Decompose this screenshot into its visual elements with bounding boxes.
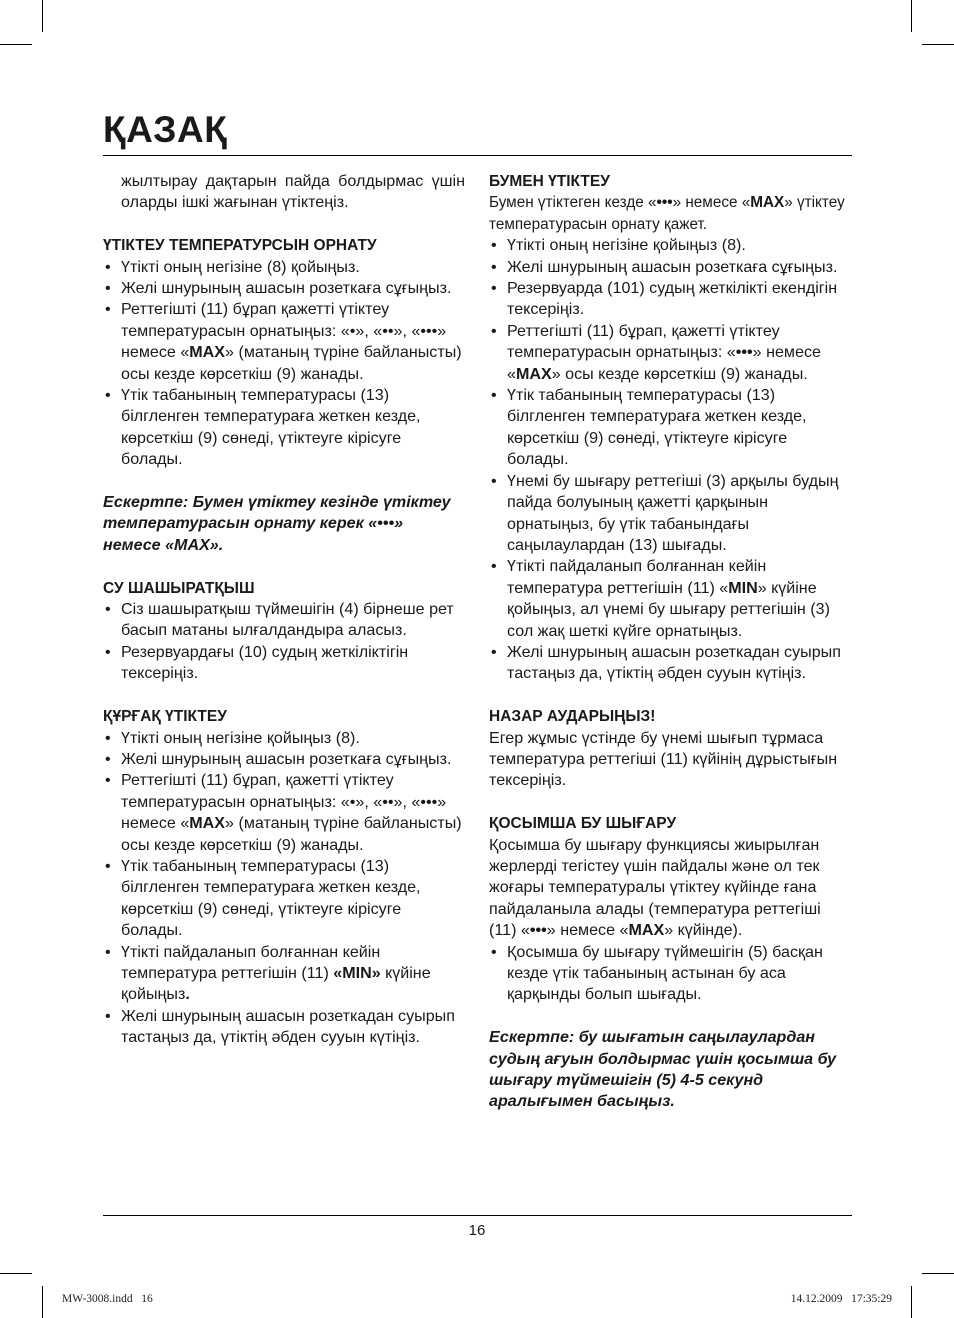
list-item: • Желі шнурының ашасын розеткаға сұғыңыз. — [103, 278, 465, 299]
bullet-list — [489, 235, 852, 685]
list-item: • Желі шнурының ашасын розеткаға сұғыңыз. — [103, 749, 465, 770]
list-item: • Желі шнурының ашасын розеткаға сұғыңыз. — [489, 257, 852, 278]
text: » үтіктеу температурасын орнату қажет. — [489, 194, 845, 233]
top-rule — [103, 155, 852, 156]
text-bold: ••• — [735, 343, 753, 362]
list-item — [489, 321, 852, 385]
text: » күйіне қойыңыз, ал үнемі бу шығару реттегішін (3) сол жақ шеткі күйге орнатыңыз. — [507, 578, 830, 640]
text-bold: MIN — [728, 578, 758, 597]
list-item: • Үтік табанының температурасы (13) білгленген температураға жеткен кезде, көрсеткіш (9) сөнеді, үтіктеуге кірісуге болады. — [103, 385, 465, 471]
text: Реттегішті (11) бұрап қажетті үтіктеу температурасын орнатыңыз: «•», «••», «•••» немесе « — [121, 300, 447, 362]
crop-mark — [911, 1286, 912, 1318]
text: Үтікті пайдаланып болғаннан кейін температура реттегішін (11) — [121, 942, 381, 982]
list-item: • Үтік табанының температурасы (13) білгленген температураға жеткен кезде, көрсеткіш (9) сөнеді, үтіктеуге кірісуге болады. — [103, 856, 465, 942]
text: » немесе « — [672, 194, 751, 212]
bullet-list — [103, 599, 465, 685]
section-heading: БУМЕН ҮТІКТЕУ — [489, 173, 610, 190]
text: » (матаның түріне байланысты) осы кезде көрсеткіш (9) жанады. — [121, 814, 462, 854]
intro-paragraph: жылтырау дақтарын пайда болдырмас үшін оларды ішкі жағынан үтіктеңіз. — [121, 172, 465, 212]
list-item: • Желі шнурының ашасын розеткадан суырып тастаңыз да, үтіктің әбден сууын күтіңіз. — [489, 642, 852, 685]
footer-datetime: 14.12.2009 17:35:29 — [790, 1293, 892, 1305]
note: Ескертпе: бу шығатын саңылаулардан судың ағуын болдырмас үшін қосымша бу шығару түймешігін (5) 4-5 секунд аралығымен басыңыз. — [489, 1028, 837, 1111]
section-heading: ҚҰРҒАҚ ҮТІКТЕУ — [103, 708, 227, 726]
text: » немесе « — [507, 343, 821, 383]
crop-mark — [42, 1286, 43, 1318]
section-heading: СУ ШАШЫРАТҚЫШ — [103, 579, 255, 597]
text-bold: MAX — [628, 921, 665, 940]
crop-mark — [922, 44, 954, 45]
text-bold: ••• — [529, 921, 547, 940]
text-bold: . — [185, 985, 190, 1004]
text-bold: ••• — [656, 194, 673, 212]
text: » осы кезде көрсеткіш (9) жанады. — [551, 364, 808, 383]
right-column — [489, 171, 852, 1113]
list-item: • Үтікті оның негізіне қойыңыз (8). — [103, 728, 465, 749]
note: Ескертпе: Бумен үтіктеу кезінде үтіктеу температурасын орнату керек «•••» немесе «MAX». — [103, 493, 451, 554]
list-item: • Үнемі бу шығару реттегіші (3) арқылы будың пайда болуының қажетті қарқынын орнатыңыз, бу үтік табанындағы саңылаулардан (13) шығады. — [489, 471, 852, 557]
list-item — [103, 299, 465, 385]
text-bold: MAX — [189, 814, 226, 833]
crop-mark — [42, 0, 43, 32]
text: Қосымша бу шығару функциясы жиырылған жерлерді тегістеу үшін пайдалы және ол тек жоғары температуралы үтіктеу күйінде ғана пайдаланыла алады (температура реттегіші (11) « — [489, 835, 821, 940]
text-bold: MAX — [189, 343, 226, 362]
text-bold: «MIN» — [333, 963, 381, 982]
list-item: • Сіз шашыратқыш түймешігін (4) бірнеше рет басып матаны ылғалдандыра аласыз. — [103, 599, 465, 642]
page-number: 16 — [468, 1222, 486, 1239]
text-bold: MAX — [750, 194, 785, 212]
paragraph: Егер жұмыс үстінде бу үнемі шығып тұрмаса температура реттегіші (11) күйінің дұрыстығын тексеріңіз. — [489, 728, 838, 790]
list-item: • Үтікті оның негізіне (8) қойыңыз. — [103, 257, 465, 278]
crop-mark — [922, 1273, 954, 1274]
text: » (матаның түріне байланысты) осы кезде көрсеткіш (9) жанады. — [121, 343, 462, 383]
paragraph — [489, 835, 852, 942]
crop-mark — [0, 44, 32, 45]
section-heading: ҮТІКТЕУ ТЕМПЕРАТУРСЫН ОРНАТУ — [103, 237, 377, 255]
list-item — [489, 556, 852, 642]
paragraph — [489, 192, 852, 235]
text-bold: MAX — [515, 364, 552, 383]
left-column — [103, 171, 465, 1049]
text: Реттегішті (11) бұрап, қажетті үтіктеу температурасын орнатыңыз: «•», «••», «•••» немесе « — [121, 771, 447, 833]
text: Бумен үтіктеген кезде « — [489, 194, 657, 212]
list-item: • Резервуардағы (10) судың жеткіліктігін тексеріңіз. — [103, 642, 465, 685]
list-item: • Қосымша бу шығару түймешігін (5) басқан кезде үтік табанының астынан бу аса қарқынды болып шығады. — [489, 942, 852, 1006]
crop-mark — [911, 0, 912, 32]
section-heading: НАЗАР АУДАРЫҢЫЗ! — [489, 708, 656, 726]
bullet-list — [489, 942, 852, 1006]
footer-file: MW-3008.indd 16 — [62, 1293, 153, 1305]
list-item: • Резервуарда (101) судың жеткілікті екендігін тексеріңіз. — [489, 278, 852, 321]
list-item: • Үтік табанының температурасы (13) білгленген температураға жеткен кезде, көрсеткіш (9) сөнеді, үтіктеуге кірісуге болады. — [489, 385, 852, 471]
bullet-list — [103, 257, 465, 471]
text: » немесе « — [546, 921, 629, 940]
text: күйіне қойыңыз — [121, 963, 431, 1004]
text: Реттегішті (11) бұрап, қажетті үтіктеу температурасын орнатыңыз: « — [507, 321, 780, 362]
text: Үтікті пайдаланып болғаннан кейін температура реттегішін (11) « — [507, 557, 767, 597]
list-item — [103, 942, 465, 1006]
text: » күйінде). — [664, 921, 743, 940]
page-title: ҚАЗАҚ — [103, 109, 228, 150]
bullet-list — [103, 728, 465, 1049]
list-item: • Үтікті оның негізіне қойыңыз (8). — [489, 235, 852, 256]
crop-mark — [0, 1273, 32, 1274]
bottom-rule — [103, 1215, 852, 1216]
list-item: • Желі шнурының ашасын розеткадан суырып тастаңыз да, үтіктің әбден сууын күтіңіз. — [103, 1006, 465, 1049]
section-heading: ҚОСЫМША БУ ШЫҒАРУ — [489, 815, 677, 833]
list-item — [103, 770, 465, 856]
